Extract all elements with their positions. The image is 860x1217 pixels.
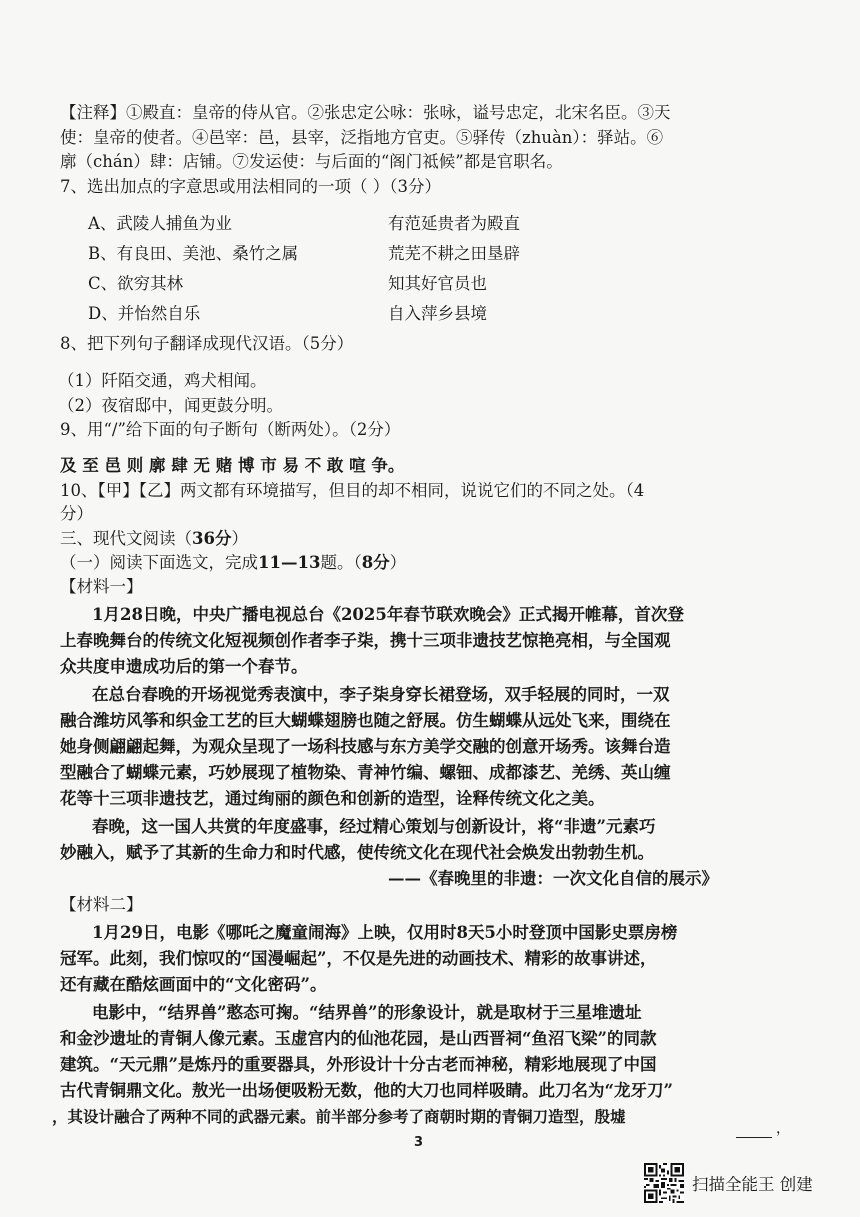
- material-1-heading: 【材料一】: [60, 577, 143, 596]
- material-1-p1-line-2: 上春晚舞台的传统文化短视频创作者李子柒，携十三项非遗技艺惊艳亮相，与全国观: [60, 631, 671, 650]
- material-1-p3-line-1: 春晚，这一国人共赏的年度盛事，经过精心策划与创新设计，将“非遗”元素巧: [92, 817, 656, 836]
- section-3-subtitle: （一）阅读下面选文，完成11—13题。（8分）: [60, 553, 407, 572]
- scanner-watermark: [644, 1163, 813, 1203]
- continuation-mark: ，: [776, 1121, 790, 1137]
- material-1-p1-line-3: 众共度申遗成功后的第一个春节。: [60, 657, 308, 676]
- section-3-title: 三、现代文阅读（36分）: [60, 529, 248, 548]
- continuation-dash: [736, 1137, 772, 1138]
- question-8-stem: 8、把下列句子翻译成现代汉语。（5分）: [60, 334, 354, 353]
- material-1-p2-line-1: 在总台春晚的开场视觉秀表演中，李子柒身穿长裙登场，双手轻展的同时，一双: [92, 685, 670, 704]
- material-1-p1-line-1: 1月28日晚，中央广播电视总台《2025年春节联欢晚会》正式揭开帷幕，首次登: [92, 605, 684, 624]
- question-7-stem: 7、选出加点的字意思或用法相同的一项（ ）（3分）: [60, 177, 441, 196]
- notes-line-3: 廓（chán）肆：店铺。⑦发运使：与后面的“阁门祗候”都是官职名。: [60, 152, 563, 171]
- notes-line-1: 【注释】①殿直：皇帝的侍从官。②张忠定公咏：张咏，谥号忠定，北宋名臣。③天: [60, 103, 671, 122]
- q9-sentence: 及 至 邑 则 廓 肆 无 赌 博 市 易 不 敢 喧 争。: [60, 456, 405, 475]
- page-number: 3: [414, 1135, 424, 1150]
- q8-sentence-1: （1）阡陌交通，鸡犬相闻。: [58, 371, 267, 390]
- notes-line-2: 使：皇帝的使者。④邑宰：邑，县宰，泛指地方官吏。⑤驿传（zhuàn）：驿站。⑥: [60, 128, 664, 147]
- q7-option-b-left: B、有良田、美池、桑竹之属: [88, 244, 299, 263]
- material-1-p2-line-5: 花等十三项非遗技艺，通过绚丽的颜色和创新的造型，诠释传统文化之美。: [60, 789, 605, 808]
- q7-option-d-left: D、并怡然自乐: [88, 304, 201, 323]
- material-2-p1-line-3: 还有藏在酷炫画面中的“文化密码”。: [60, 975, 327, 994]
- q7-option-a-right: 有范延贵者为殿直: [388, 214, 520, 233]
- material-2-p2-line-1: 电影中，“结界兽”憨态可掬。“结界兽”的形象设计，就是取材于三星堆遗址: [92, 1003, 642, 1022]
- material-1-p2-line-2: 融合潍坊风筝和织金工艺的巨大蝴蝶翅膀也随之舒展。仿生蝴蝶从远处飞来，围绕在: [60, 711, 671, 730]
- material-2-p1-line-2: 冠军。此刻，我们惊叹的“国漫崛起”，不仅是先进的动画技术、精彩的故事讲述，: [60, 949, 657, 968]
- question-10-line-2: 分）: [60, 504, 93, 523]
- material-2-p2-line-2: 和金沙遗址的青铜人像元素。玉虚宫内的仙池花园，是山西晋祠“鱼沼飞梁”的同款: [60, 1029, 657, 1048]
- question-9-stem: 9、用“/”给下面的句子断句（断两处）。（2分）: [60, 420, 401, 439]
- q7-option-d-right: 自入萍乡县境: [388, 304, 487, 323]
- material-2-p2-line-3: 建筑。“天元鼎”是炼丹的重要器具，外形设计十分古老而神秘，精彩地展现了中国: [60, 1055, 657, 1074]
- q7-option-c-right: 知其好官员也: [388, 274, 487, 293]
- material-2-p1-line-1: 1月29日，电影《哪吒之魔童闹海》上映，仅用时8天5小时登顶中国影史票房榜: [92, 923, 678, 942]
- q7-option-c-left: C、欲穷其林: [88, 274, 184, 293]
- material-1-source: ——《春晚里的非遗：一次文化自信的展示》: [388, 869, 718, 888]
- question-10-line-1: 10、【甲】【乙】两文都有环境描写，但目的却不相同，说说它们的不同之处。（4: [60, 481, 645, 500]
- q7-option-b-right: 荒芜不耕之田垦辟: [388, 244, 520, 263]
- material-2-heading: 【材料二】: [60, 895, 143, 914]
- qr-code-icon: [644, 1163, 684, 1203]
- material-1-p3-line-2: 妙融入，赋予了其新的生命力和时代感，使传统文化在现代社会焕发出勃勃生机。: [60, 843, 654, 862]
- material-2-p2-line-5: ，其设计融合了两种不同的武器元素。前半部分参考了商朝时期的青铜刀造型，殷墟: [52, 1107, 626, 1126]
- material-1-p2-line-3: 她身侧翩翩起舞，为观众呈现了一场科技感与东方美学交融的创意开场秀。该舞台造: [60, 737, 671, 756]
- q7-option-a-left: A、武陵人捕鱼为业: [88, 214, 232, 233]
- q8-sentence-2: （2）夜宿邸中，闻更鼓分明。: [58, 396, 283, 415]
- material-2-p2-line-4: 古代青铜鼎文化。敖光一出场便吸粉无数，他的大刀也同样吸睛。此刀名为“龙牙刀”: [60, 1081, 673, 1100]
- material-1-p2-line-4: 型融合了蝴蝶元素，巧妙展现了植物染、青神竹编、螺钿、成都漆艺、羌绣、英山缠: [60, 763, 671, 782]
- watermark-text: 扫描全能王 创建: [692, 1175, 813, 1194]
